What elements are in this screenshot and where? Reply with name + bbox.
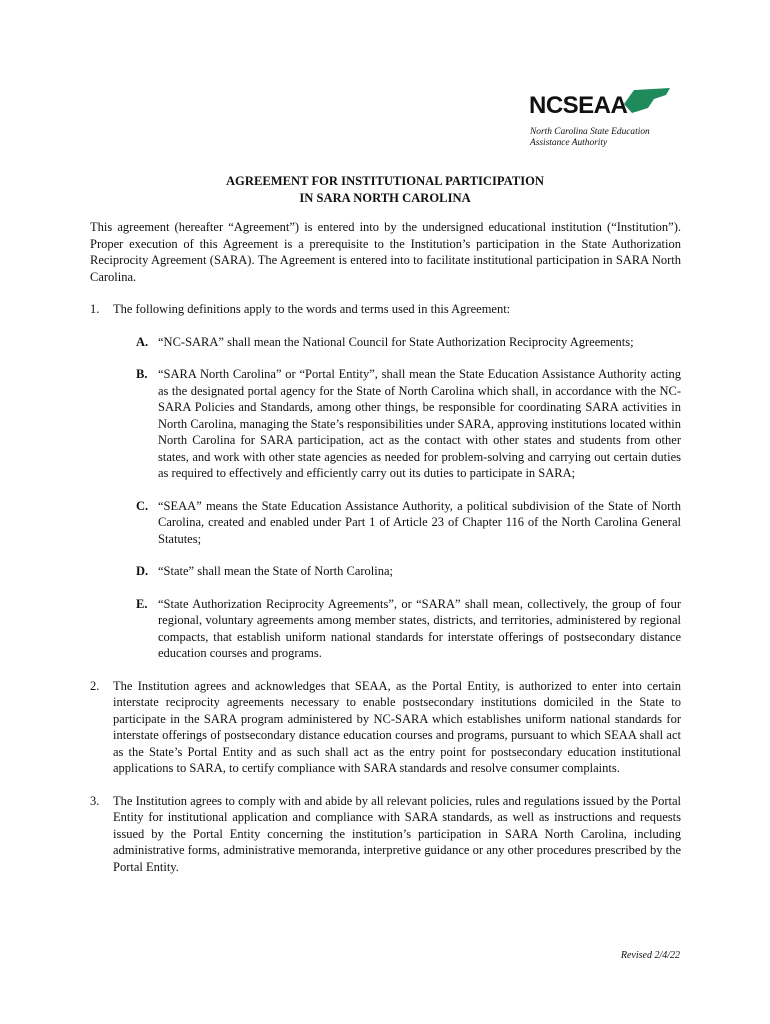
definition-letter: E. xyxy=(136,596,148,611)
definition-c xyxy=(90,498,681,548)
definition-letter: D. xyxy=(136,564,149,578)
section-1 xyxy=(90,301,681,318)
logo-subtitle-line1: North Carolina State Education xyxy=(530,127,650,137)
logo-subtitle-line2: Assistance Authority xyxy=(530,138,608,148)
definition-text: “SARA North Carolina” or “Portal Entity”, shall mean the State Education Assistance Authority acting as the designated portal agency for the State of North Carolina which shall, in accordance with the NC-SARA Policies and Standards, among other things, be responsible for coordinating SARA activities in North Carolina, managing the State’s responsibilities under SARA, approving institutions located within North Carolina for SARA participation, act as the contact with other states and students from other states, and work with other state agencies as needed for problem-solving and carrying out certain duties as required to effectively and efficiently carry out its duties to participate in SARA; xyxy=(158,367,681,480)
title-line-2: IN SARA NORTH CAROLINA xyxy=(299,191,471,205)
ncseaa-logo xyxy=(528,86,678,148)
title-line-1: AGREEMENT FOR INSTITUTIONAL PARTICIPATION xyxy=(225,174,545,188)
definition-text: “NC-SARA” shall mean the National Council for State Authorization Reciprocity Agreements; xyxy=(158,334,634,349)
section-number: 2. xyxy=(90,678,100,693)
document-title xyxy=(0,173,770,207)
revision-date: Revised 2/4/22 xyxy=(620,950,680,961)
definition-e xyxy=(90,596,681,662)
definition-text: “State” shall mean the State of North Carolina; xyxy=(158,564,393,578)
section-number: 1. xyxy=(90,302,100,316)
section-text: The Institution agrees to comply with and abide by all relevant policies, rules and regulations issued by the Portal Entity for institutional application and compliance with SARA standards, as well as instructions and requests issued by the Portal Entity concerning the institution’s participation in SARA North Carolina, including administrative forms, administrative memoranda, interpretive guidance or any other procedures prescribed by the Portal Entity. xyxy=(113,793,681,874)
definition-letter: C. xyxy=(136,498,149,513)
definition-letter: B. xyxy=(136,367,148,381)
definition-d xyxy=(90,563,681,580)
logo-subtitle xyxy=(530,127,678,149)
document-body xyxy=(90,219,681,875)
definition-text: “SEAA” means the State Education Assistance Authority, a political subdivision of the State of North Carolina, created and enabled under Part 1 of Article 23 of Chapter 116 of the North Carolina General Statutes; xyxy=(158,498,681,546)
section-text: The following definitions apply to the words and terms used in this Agreement: xyxy=(113,302,511,316)
section-number: 3. xyxy=(90,793,100,808)
definition-b xyxy=(90,366,681,482)
section-3 xyxy=(90,793,681,876)
definition-text: “State Authorization Reciprocity Agreements”, or “SARA” shall mean, collectively, the group of four regional, voluntary agreements among member states, districts, and territories, administered by regional compacts, that establish uniform national standards for interstate offerings of postsecondary distance education courses and programs. xyxy=(158,596,681,660)
section-2 xyxy=(90,678,681,777)
section-text: The Institution agrees and acknowledges that SEAA, as the Portal Entity, is authorized to enter into certain interstate reciprocity agreements necessary to enable postsecondary institutions domiciled in the State to participate in the SARA program administered by NC-SARA which establishes uniform national standards for interstate offerings of postsecondary distance education courses and programs, pursuant to which SEAA shall act as the State’s Portal Entity and as such shall act as the entry point for postsecondary education institutional applications to SARA, to certify compliance with SARA standards and resolve consumer complaints. xyxy=(113,678,681,775)
logo-wordmark: NCSEAA xyxy=(529,92,628,119)
definition-a xyxy=(90,334,681,351)
intro-paragraph: This agreement (hereafter “Agreement”) is entered into by the undersigned educational institution (“Institution”). Proper execution of this Agreement is a prerequisite to the Institution’s participation in the State Authorization Reciprocity Agreement (SARA). The Agreement is entered into to facilitate institutional participation in SARA North Carolina. xyxy=(90,220,681,284)
definition-letter: A. xyxy=(136,334,149,349)
